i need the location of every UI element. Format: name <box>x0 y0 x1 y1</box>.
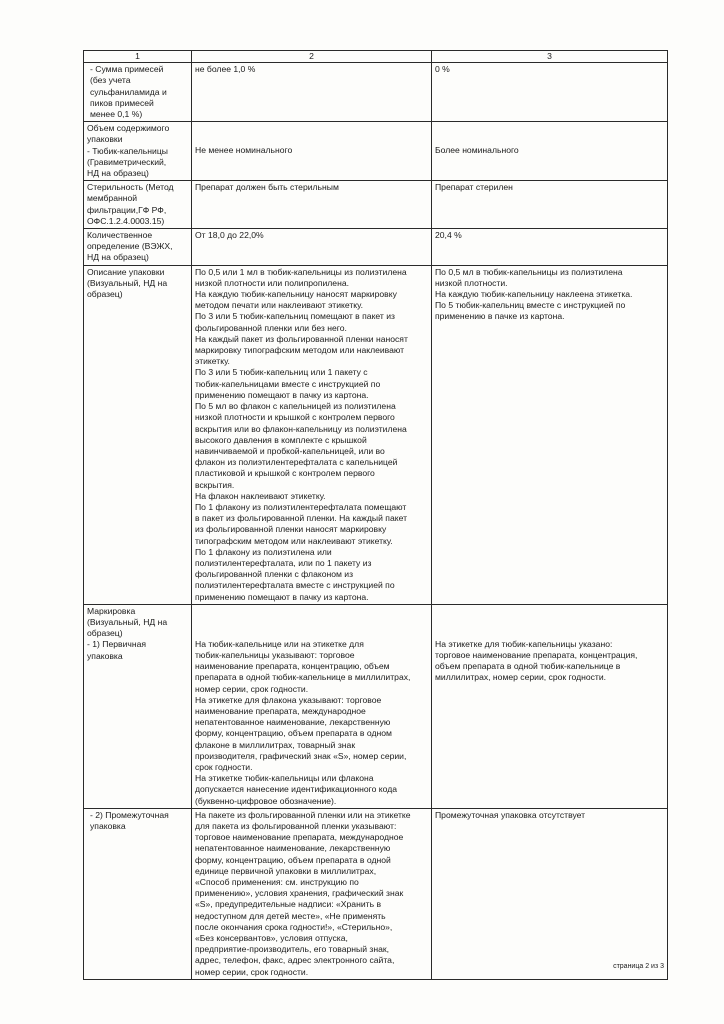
table-header-row <box>84 51 668 63</box>
cell-text-line: фольгированной пленки с флаконом из <box>195 569 354 580</box>
cell-text-line: объем препарата в одной тюбик-капельнице в <box>435 661 621 672</box>
cell-text-line: адрес, телефон, факс, адрес электронного сайта, <box>195 955 395 966</box>
cell-text-line: образец) <box>87 289 123 300</box>
cell-text-line: низкой плотности. <box>435 277 508 288</box>
requirement-cell <box>192 122 432 181</box>
column-header-1: 1 <box>84 51 192 63</box>
cell-text-line: 20,4 % <box>435 230 462 241</box>
page-number: страница 2 из 3 <box>613 963 664 970</box>
cell-text-line: На пакете из фольгированной пленки или на этикетке <box>195 809 411 820</box>
blank-line <box>435 628 664 639</box>
requirement-cell <box>192 808 432 979</box>
table-row <box>84 122 668 181</box>
cell-text-line: На флакон наклеивают этикетку. <box>195 490 326 501</box>
result-cell <box>432 604 668 808</box>
cell-text-line: - Тюбик-капельницы <box>87 145 168 156</box>
cell-text-line: Стерильность (Метод <box>87 182 174 193</box>
cell-text-line: не более 1,0 % <box>195 64 256 75</box>
table-row <box>84 229 668 266</box>
document-page <box>83 50 667 980</box>
blank-line <box>195 134 428 145</box>
cell-text-line: типографским методом или наклеивают этикетку. <box>195 535 393 546</box>
cell-text-line: флаконе в миллилитрах, товарный знак <box>195 739 356 750</box>
cell-text-line: НД на образец) <box>87 168 149 179</box>
table-row <box>84 808 668 979</box>
cell-text-line: Более номинального <box>435 145 519 156</box>
cell-text-line: По 1 флакону из полиэтилентерефталата помещают <box>195 501 407 512</box>
cell-text-line: навинчиваемой и пробкой-капельницей, или во <box>195 445 385 456</box>
cell-text-line: производителя, графический знак «S», номер серии, <box>195 750 407 761</box>
cell-text-line: По 5 мл во флакон с капельницей из полиэтилена <box>195 401 396 412</box>
cell-text-line: менее 0,1 %) <box>90 109 143 120</box>
result-cell <box>432 808 668 979</box>
cell-text-line: непатентованное наименование, лекарственную <box>195 843 391 854</box>
result-cell <box>432 265 668 604</box>
cell-text-line: полиэтилентерефталата, или по 1 пакету из <box>195 557 372 568</box>
cell-text-line: применению помещают в пачку из картона. <box>195 389 369 400</box>
cell-text-line: методом печати или наклеивают этикетку. <box>195 300 363 311</box>
cell-text-line: наименование препарата, международное <box>195 705 366 716</box>
cell-text-line: По 5 тюбик-капельниц вместе с инструкцией по <box>435 300 626 311</box>
requirement-cell <box>192 229 432 266</box>
cell-text-line: маркировку типографским методом или наклеивают <box>195 345 405 356</box>
cell-text-line: упаковка <box>90 821 126 831</box>
cell-text-line: упаковки <box>87 134 123 145</box>
requirement-cell <box>192 63 432 122</box>
blank-line <box>195 606 428 617</box>
blank-line <box>435 606 664 617</box>
cell-text-line: тюбик-капельницами вместе с инструкцией по <box>195 378 381 389</box>
cell-text-line: Объем содержимого <box>87 123 170 134</box>
column-header-3: 3 <box>432 51 668 63</box>
blank-line <box>195 617 428 628</box>
indicator-cell <box>84 63 192 122</box>
cell-text-line: торговое наименование препарата, концентрация, <box>435 649 638 660</box>
requirement-cell <box>192 181 432 229</box>
blank-line <box>435 134 664 145</box>
cell-text-line: На этикетке тюбик-капельницы или флакона <box>195 773 374 784</box>
cell-text-line: На этикетке для тюбик-капельницы указано: <box>435 638 613 649</box>
cell-text-line: пиков примесей <box>90 97 154 108</box>
blank-line <box>195 628 428 639</box>
indicator-cell <box>84 265 192 604</box>
cell-text-line: На тюбик-капельнице или на этикетке для <box>195 638 364 649</box>
cell-text-line: (Гравиметрический, <box>87 156 167 167</box>
cell-text-line: На каждую тюбик-капельницу наклеена этикетка. <box>435 289 633 300</box>
cell-text-line: (без учета <box>90 75 131 86</box>
cell-text-line: недоступном для детей месте», «Не применять <box>195 910 386 921</box>
blank-line <box>435 123 664 134</box>
indicator-cell <box>84 122 192 181</box>
indicator-cell <box>84 229 192 266</box>
cell-text-line: - 1) Первичная <box>87 639 147 650</box>
cell-text-line: высокого давления в комплекте с крышкой <box>195 434 367 445</box>
cell-text-line: От 18,0 до 22,0% <box>195 230 264 241</box>
cell-text-line: НД на образец) <box>87 252 149 263</box>
cell-text-line: предприятие-производитель, его товарный знак, <box>195 944 389 955</box>
cell-text-line: упаковка <box>87 650 123 661</box>
result-cell <box>432 122 668 181</box>
cell-text-line: (Визуальный, НД на <box>87 616 168 627</box>
cell-text-line: - Сумма примесей <box>90 64 164 75</box>
table-row <box>84 265 668 604</box>
cell-text-line: фильтрации,ГФ РФ, <box>87 204 167 215</box>
cell-text-line: мембранной <box>87 193 138 204</box>
cell-text-line: На каждую тюбик-капельницу наносят маркировку <box>195 289 397 300</box>
requirement-cell <box>192 604 432 808</box>
cell-text-line: торговое наименование препарата, международное <box>195 832 404 843</box>
cell-text-line: Количественное <box>87 230 153 241</box>
cell-text-line: этикетку. <box>195 356 230 367</box>
cell-text-line: (Визуальный, НД на <box>87 277 168 288</box>
cell-text-line: Описание упаковки <box>87 266 165 277</box>
cell-text-line: пластиковой и крышкой с контролем первого <box>195 468 375 479</box>
cell-text-line: фольгированной пленки или без него. <box>195 322 347 333</box>
cell-text-line: Препарат должен быть стерильным <box>195 182 339 193</box>
cell-text-line: срок годности. <box>195 761 253 772</box>
blank-line <box>435 617 664 628</box>
cell-text-line: после окончания срока годности!», «Стерильно», <box>195 921 393 932</box>
cell-text-line: На этикетке для флакона указывают: торговое <box>195 694 382 705</box>
cell-text-line: определение (ВЭЖХ, <box>87 241 173 252</box>
cell-text-line: полиэтилентерефталата вместе с инструкцией по <box>195 580 395 591</box>
cell-text-line: «Способ применения: см. инструкцию по <box>195 877 359 888</box>
specification-table <box>83 50 668 980</box>
cell-text-line: форму, концентрацию, объем препарата в одной <box>195 854 391 865</box>
table-row <box>84 181 668 229</box>
indicator-cell <box>84 808 192 979</box>
cell-text-line: По 0,5 мл в тюбик-капельницы из полиэтилена <box>435 266 623 277</box>
cell-text-line: вскрытия или во флакон-капельницу из полиэтилена <box>195 423 407 434</box>
cell-text-line: Не менее номинального <box>195 145 293 156</box>
cell-text-line: По 0,5 или 1 мл в тюбик-капельницы из полиэтилена <box>195 266 407 277</box>
cell-text-line: применению», условия хранения, графический знак <box>195 888 404 899</box>
column-header-2: 2 <box>192 51 432 63</box>
cell-text-line: сульфаниламида и <box>90 86 167 97</box>
cell-text-line: форму, концентрацию, объем препарата в одном <box>195 728 392 739</box>
cell-text-line: применению в пачке из картона. <box>435 311 565 322</box>
cell-text-line: ОФС.1.2.4.0003.15) <box>87 215 165 226</box>
cell-text-line: Промежуточная упаковка отсутствует <box>435 809 586 820</box>
cell-text-line: 0 % <box>435 64 450 75</box>
cell-text-line: По 3 или 5 тюбик-капельниц помещают в пакет из <box>195 311 395 322</box>
table-row <box>84 63 668 122</box>
cell-text-line: образец) <box>87 628 123 639</box>
cell-text-line: «S», предупредительные надписи: «Хранить в <box>195 899 382 910</box>
cell-text-line: тюбик-капельницы указывают: торговое <box>195 649 355 660</box>
cell-text-line: низкой плотности или полипропилена. <box>195 277 349 288</box>
cell-text-line: «Без консервантов», условия отпуска, <box>195 933 348 944</box>
result-cell <box>432 181 668 229</box>
cell-text-line: для пакета из фольгированной пленки указывают: <box>195 821 397 831</box>
cell-text-line: применению помещают в пачку из картона. <box>195 591 369 602</box>
cell-text-line: флакон из полиэтилентерефталата с капельницей <box>195 457 398 468</box>
result-cell <box>432 229 668 266</box>
cell-text-line: низкой плотности и крышкой с контролем первого <box>195 412 395 423</box>
indicator-cell <box>84 181 192 229</box>
result-cell <box>432 63 668 122</box>
cell-text-line: (буквенно-цифровое обозначение). <box>195 795 337 806</box>
cell-text-line: единице первичной упаковки в миллилитрах, <box>195 865 377 876</box>
cell-text-line: допускается нанесение идентификационного кода <box>195 784 397 795</box>
cell-text-line: наименование препарата, концентрацию, объем <box>195 661 390 672</box>
cell-text-line: номер серии, срок годности. <box>195 683 309 694</box>
table-row <box>84 604 668 808</box>
cell-text-line: - 2) Промежуточная <box>90 809 169 820</box>
blank-line <box>195 123 428 134</box>
cell-text-line: из фольгированной пленки наносят маркировку <box>195 524 387 535</box>
cell-text-line: По 3 или 5 тюбик-капельниц или 1 пакету с <box>195 367 368 378</box>
requirement-cell <box>192 265 432 604</box>
cell-text-line: На каждый пакет из фольгированной пленки наносят <box>195 333 408 344</box>
cell-text-line: Препарат стерилен <box>435 182 513 193</box>
cell-text-line: миллилитрах, номер серии, срок годности. <box>435 672 607 683</box>
cell-text-line: в пакет из фольгированной пленки. На каждый пакет <box>195 513 408 524</box>
indicator-cell <box>84 604 192 808</box>
cell-text-line: номер серии, срок годности. <box>195 966 309 977</box>
cell-text-line: Маркировка <box>87 605 136 616</box>
cell-text-line: По 1 флакону из полиэтилена или <box>195 546 332 557</box>
cell-text-line: вскрытия. <box>195 479 235 490</box>
cell-text-line: препарата в одной тюбик-капельнице в миллилитрах, <box>195 672 411 683</box>
cell-text-line: непатентованное наименование, лекарственную <box>195 717 391 728</box>
